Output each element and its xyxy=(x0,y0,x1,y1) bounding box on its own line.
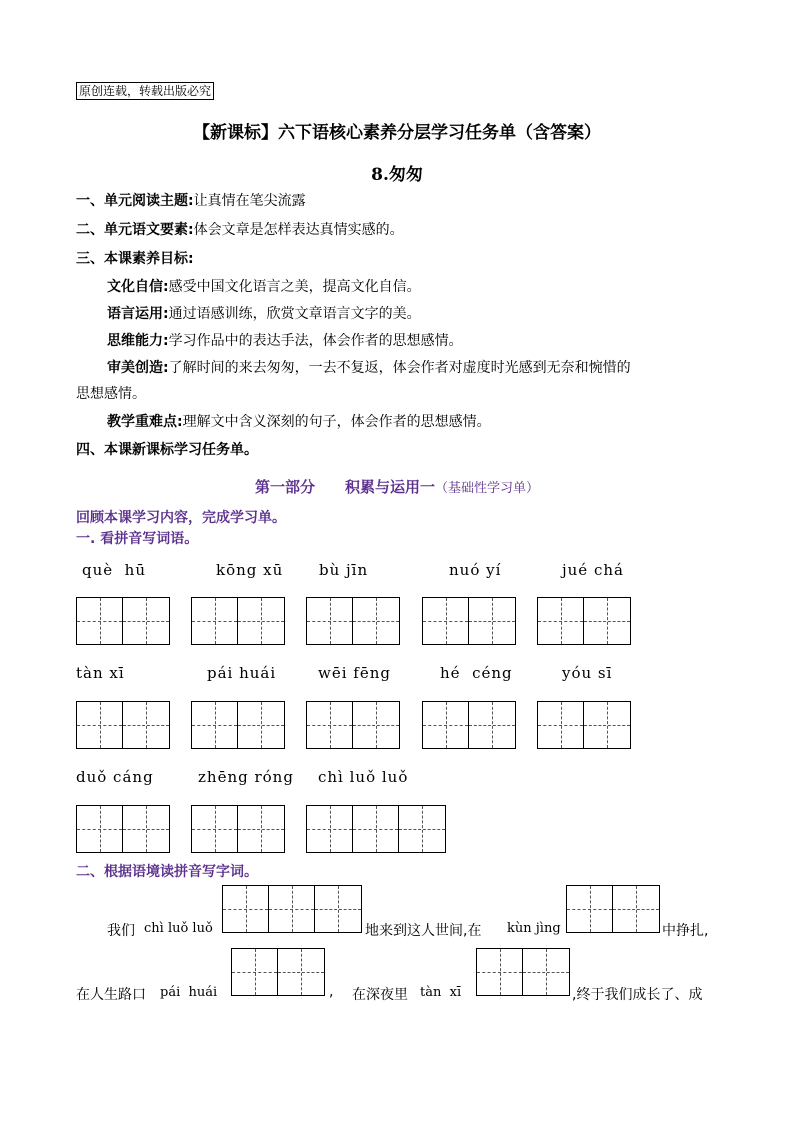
key-points xyxy=(107,412,491,432)
goal-thinking xyxy=(107,331,463,351)
para-text: 在人生路口 xyxy=(76,987,146,1003)
answer-grid[interactable] xyxy=(476,948,570,996)
pinyin-pai-huai: pái huái xyxy=(207,664,277,682)
goal-culture xyxy=(107,277,421,297)
answer-grid[interactable] xyxy=(422,701,516,749)
para-text: ,终于我们成长了、成 xyxy=(572,987,703,1003)
para-text: 地来到这人世间,在 xyxy=(365,923,482,939)
pinyin-jue-cha: jué chá xyxy=(562,561,624,579)
goal-language-text: 通过语感训练，欣赏文章语言文字的美。 xyxy=(168,306,421,322)
copyright-badge: 原创连载，转载出版必究 xyxy=(76,82,214,100)
pinyin-he-ceng: hé céng xyxy=(440,664,513,682)
pinyin-duo-cang: duǒ cáng xyxy=(76,768,154,786)
part-name: 第一部分 xyxy=(254,478,315,496)
pinyin-que-hu: què hū xyxy=(82,561,146,579)
answer-grid[interactable] xyxy=(537,701,631,749)
answer-grid[interactable] xyxy=(191,701,285,749)
answer-grid[interactable] xyxy=(306,805,446,853)
answer-grid[interactable] xyxy=(537,597,631,645)
goal-culture-text: 感受中国文化语言之美，提高文化自信。 xyxy=(168,279,421,295)
question-1-title: 一. 看拼音写词语。 xyxy=(76,531,199,547)
answer-grid[interactable] xyxy=(76,597,170,645)
pinyin-nuo-yi: nuó yí xyxy=(449,561,502,579)
goal-aesthetic xyxy=(107,358,631,378)
pinyin-zheng-rong: zhēng róng xyxy=(198,768,294,786)
part-heading xyxy=(0,476,794,497)
review-instruction: 回顾本课学习内容，完成学习单。 xyxy=(76,510,286,526)
answer-grid[interactable] xyxy=(76,701,170,749)
page-title: 【新课标】六下语核心素养分层学习任务单（含答案） xyxy=(193,123,601,143)
part-note: （基础性学习单） xyxy=(435,481,540,496)
answer-grid[interactable] xyxy=(76,805,170,853)
goal-aesthetic-label: 审美创造: xyxy=(107,360,169,376)
answer-grid[interactable] xyxy=(191,597,285,645)
pinyin-tan-xi: tàn xī xyxy=(76,664,125,682)
goal-aesthetic-cont: 思想感情。 xyxy=(76,386,146,402)
section-1-label: 一、单元阅读主题: xyxy=(76,193,194,209)
section-2-label: 二、单元语文要素: xyxy=(76,222,194,238)
goal-language-label: 语言运用: xyxy=(107,306,169,322)
answer-grid[interactable] xyxy=(422,597,516,645)
goal-thinking-label: 思维能力: xyxy=(107,333,169,349)
section-1 xyxy=(76,191,306,211)
para-pinyin-tan-xi: tàn xī xyxy=(420,985,462,1000)
para-text: , xyxy=(329,984,334,1000)
section-3 xyxy=(76,249,194,269)
answer-grid[interactable] xyxy=(306,701,400,749)
pinyin-chi-luo-luo: chì luǒ luǒ xyxy=(318,768,409,786)
goal-aesthetic-text: 了解时间的来去匆匆，一去不复返，体会作者对虚度时光感到无奈和惋惜的 xyxy=(168,360,631,376)
lesson-title: 8.匆匆 xyxy=(371,165,423,185)
section-2 xyxy=(76,220,404,240)
answer-grid[interactable] xyxy=(566,885,660,933)
pinyin-kong-xu: kōng xū xyxy=(216,561,284,579)
section-2-text: 体会文章是怎样表达真情实感的。 xyxy=(193,222,404,238)
section-1-text: 让真情在笔尖流露 xyxy=(193,193,306,209)
key-points-text: 理解文中含义深刻的句子，体会作者的思想感情。 xyxy=(182,414,491,430)
para-pinyin-chi-luo-luo: chì luǒ luǒ xyxy=(144,921,213,936)
para-pinyin-kun-jing: kùn jìng xyxy=(507,921,561,936)
pinyin-you-si: yóu sī xyxy=(562,664,613,682)
answer-grid[interactable] xyxy=(222,885,362,933)
pinyin-bu-jin: bù jīn xyxy=(319,561,369,579)
key-points-label: 教学重难点: xyxy=(107,414,183,430)
section-3-label: 三、本课素养目标: xyxy=(76,251,194,267)
para-pinyin-pai-huai: pái huái xyxy=(160,985,218,1000)
para-text: 我们 xyxy=(107,923,135,939)
pinyin-wei-feng: wēi fēng xyxy=(318,664,391,682)
para-text: 中挣扎, xyxy=(662,923,709,939)
answer-grid[interactable] xyxy=(306,597,400,645)
section-4 xyxy=(76,440,258,460)
section-4-label: 四、本课新课标学习任务单。 xyxy=(76,442,258,458)
goal-thinking-text: 学习作品中的表达手法，体会作者的思想感情。 xyxy=(168,333,463,349)
goal-language xyxy=(107,304,421,324)
part-title: 积累与运用一 xyxy=(344,478,435,496)
answer-grid[interactable] xyxy=(191,805,285,853)
goal-culture-label: 文化自信: xyxy=(107,279,169,295)
answer-grid[interactable] xyxy=(231,948,325,996)
para-text: 在深夜里 xyxy=(352,987,408,1003)
question-2-title: 二、根据语境读拼音写字词。 xyxy=(76,864,258,880)
